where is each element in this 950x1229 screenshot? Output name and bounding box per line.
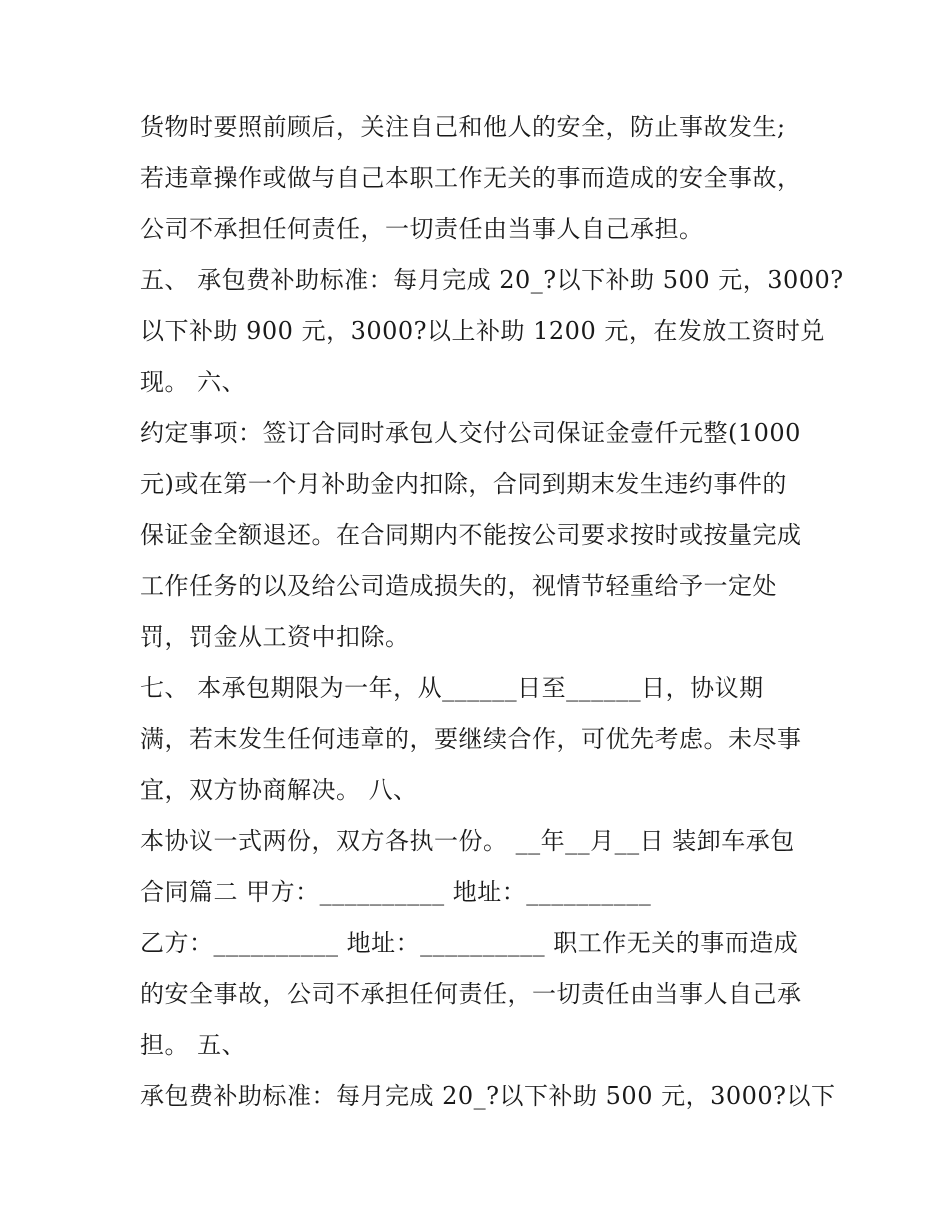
text-line: 宜，双方协商解决。 八、	[140, 776, 418, 804]
text-line: 乙方：__________ 地址：__________ 职工作无关的事而造成	[140, 929, 799, 957]
text-line: 以下补助 900 元，3000?以上补助 1200 元，在发放工资时兑	[140, 317, 825, 345]
text-line: 的安全事故，公司不承担任何责任，一切责任由当事人自己承	[140, 980, 802, 1008]
text-line: 担。 五、	[140, 1031, 247, 1059]
text-line: 承包费补助标准：每月完成 20_?以下补助 500 元，3000?以下	[140, 1082, 836, 1110]
text-line: 七、 本承包期限为一年，从______日至______日，协议期	[140, 674, 764, 702]
text-line: 保证金全额退还。在合同期内不能按公司要求按时或按量完成	[140, 521, 802, 549]
text-line: 罚，罚金从工资中扣除。	[140, 623, 410, 651]
text-line: 若违章操作或做与自己本职工作无关的事而造成的安全事故，	[140, 164, 802, 192]
text-line: 满，若末发生任何违章的，要继续合作，可优先考虑。未尽事	[140, 725, 802, 753]
text-line: 现。 六、	[140, 368, 247, 396]
text-line: 公司不承担任何责任，一切责任由当事人自己承担。	[140, 215, 704, 243]
text-line: 五、 承包费补助标准：每月完成 20_?以下补助 500 元，3000?	[140, 266, 844, 294]
text-line: 元)或在第一个月补助金内扣除，合同到期末发生违约事件的	[140, 470, 787, 498]
text-line: 工作任务的以及给公司造成损失的，视情节轻重给予一定处	[140, 572, 777, 600]
text-line: 本协议一式两份，双方各执一份。 __年__月__日 装卸车承包	[140, 827, 795, 855]
text-line: 货物时要照前顾后，关注自己和他人的安全，防止事故发生;	[140, 113, 786, 141]
text-line: 约定事项：签订合同时承包人交付公司保证金壹仟元整(1000	[140, 419, 801, 447]
text-line: 合同篇二 甲方：__________ 地址：__________	[140, 878, 652, 906]
document-body	[140, 102, 844, 1122]
